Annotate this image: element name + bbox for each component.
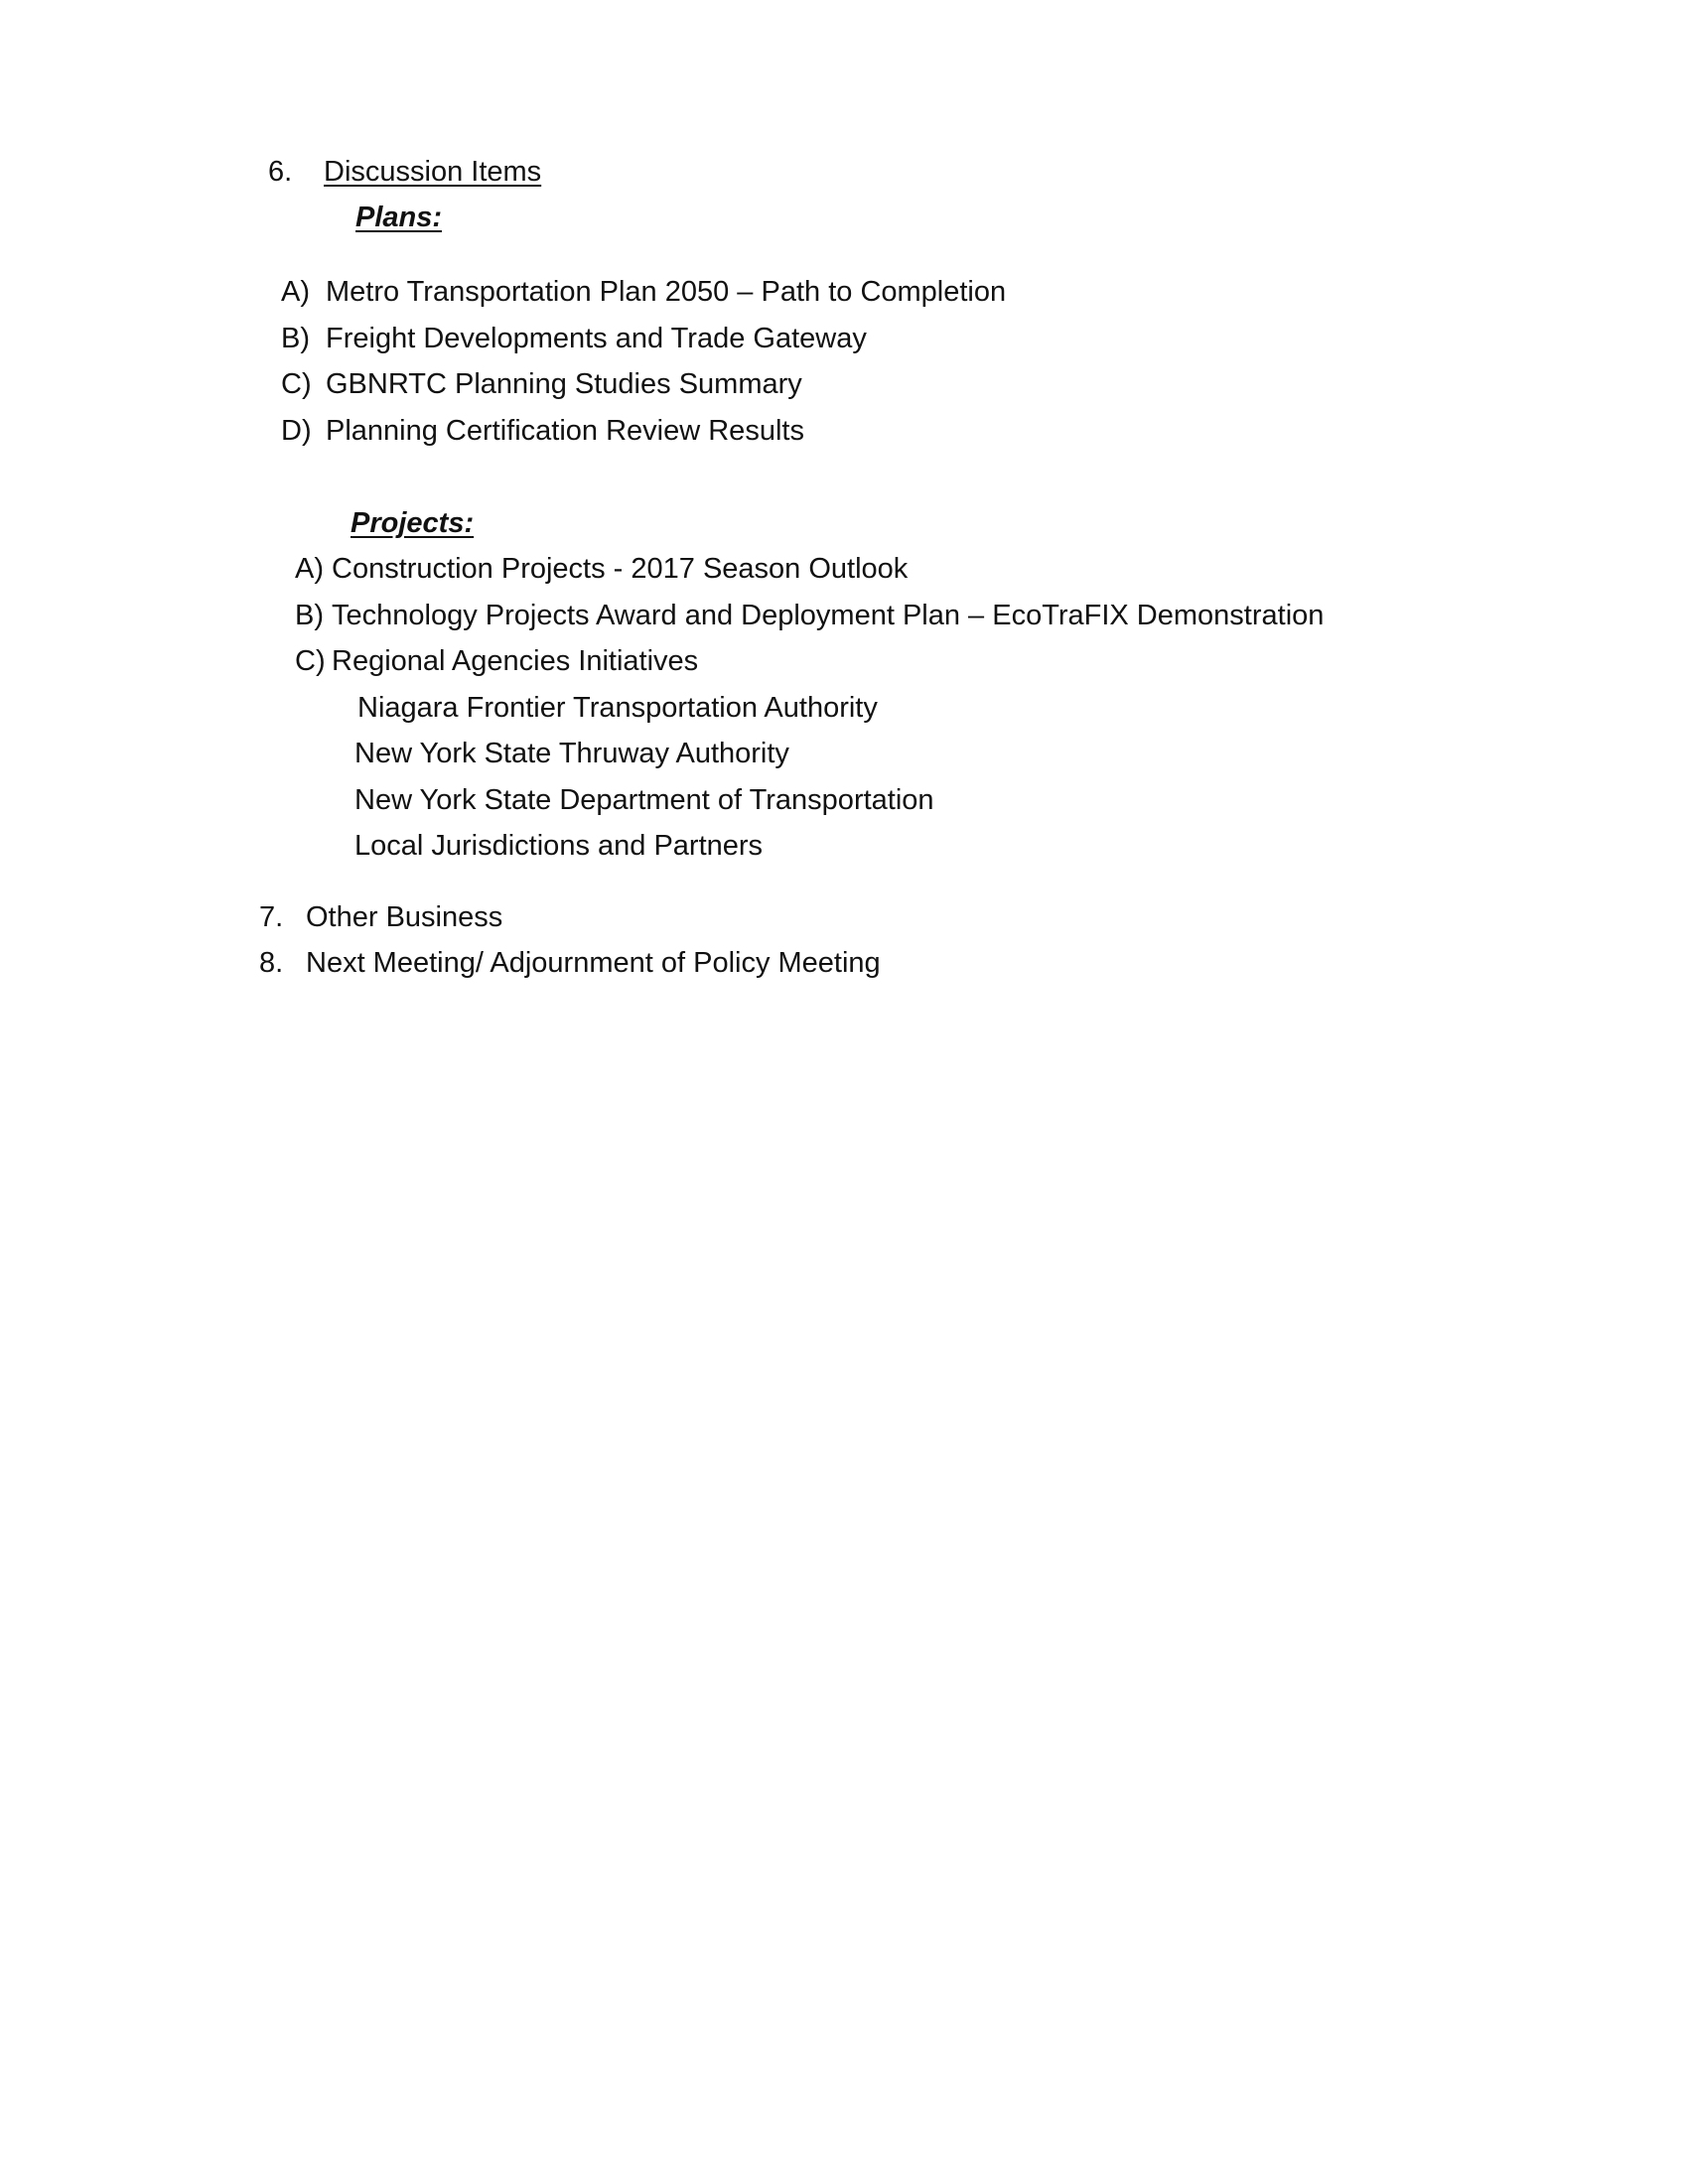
- item-letter: D): [281, 415, 312, 447]
- sub-item-text: Niagara Frontier Transportation Authority: [357, 692, 878, 724]
- agenda-item-8: [259, 946, 881, 980]
- item-title: Other Business: [306, 901, 503, 933]
- projects-item: [295, 644, 698, 678]
- plans-item: [281, 367, 802, 401]
- sub-item-text: Local Jurisdictions and Partners: [354, 830, 764, 862]
- item-text: Planning Certification Review Results: [326, 415, 804, 447]
- item-text: GBNRTC Planning Studies Summary: [326, 368, 802, 400]
- agency-sub-item: [354, 783, 934, 817]
- item-text: Construction Projects - 2017 Season Outlook: [332, 553, 909, 585]
- item-text: Regional Agencies Initiatives: [332, 645, 699, 677]
- item-number: 8.: [259, 947, 284, 979]
- agenda-item-7: [259, 900, 502, 934]
- agency-sub-item: [357, 691, 878, 725]
- item-letter: C): [295, 645, 326, 677]
- agenda-item-6: [268, 155, 541, 189]
- item-title: Next Meeting/ Adjournment of Policy Meeting: [306, 947, 881, 979]
- item-letter: A): [281, 276, 310, 308]
- sub-item-text: New York State Department of Transportation: [354, 784, 934, 816]
- sub-item-text: New York State Thruway Authority: [354, 738, 789, 769]
- plans-item: [281, 322, 867, 355]
- plans-item: [281, 275, 1006, 309]
- item-letter: C): [281, 368, 312, 400]
- agency-sub-item: [354, 737, 789, 770]
- item-text: Technology Projects Award and Deployment Plan – EcoTraFIX Demonstration: [332, 600, 1325, 631]
- item-text: Metro Transportation Plan 2050 – Path to Completion: [326, 276, 1007, 308]
- item-number: 6.: [268, 156, 293, 188]
- projects-item: [295, 599, 1324, 632]
- plans-item: [281, 414, 804, 448]
- item-text: Freight Developments and Trade Gateway: [326, 323, 867, 354]
- projects-item: [295, 552, 908, 586]
- item-number: 7.: [259, 901, 284, 933]
- projects-heading: [351, 506, 474, 540]
- plans-heading: [355, 201, 442, 234]
- item-letter: A): [295, 553, 324, 585]
- plans-heading-text: Plans:: [355, 202, 443, 233]
- agency-sub-item: [354, 829, 763, 863]
- item-letter: B): [281, 323, 310, 354]
- projects-heading-text: Projects:: [351, 507, 475, 539]
- item-title: Discussion Items: [324, 156, 542, 188]
- item-letter: B): [295, 600, 324, 631]
